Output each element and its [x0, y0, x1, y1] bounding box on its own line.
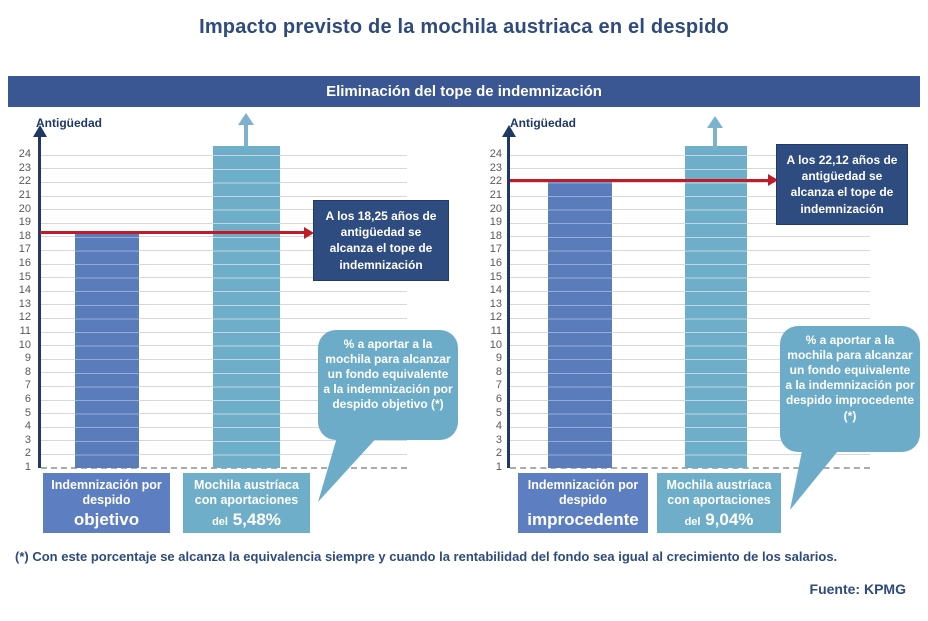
y-tick-label: 20: [18, 202, 31, 215]
y-tick-label: 8: [24, 365, 31, 378]
y-tick-label: 11: [490, 325, 502, 337]
y-tick-label: 6: [24, 393, 31, 405]
y-tick-label: 21: [18, 189, 31, 201]
category-main: Indemnización por despido: [527, 478, 639, 508]
threshold-arrow: [40, 231, 304, 234]
offscale-up-arrow-icon: [234, 113, 258, 147]
y-tick-label: 2: [24, 447, 31, 460]
y-tick-label: 18: [489, 229, 502, 242]
bubble-tail-icon: [778, 446, 858, 512]
y-tick-label: 23: [18, 161, 31, 174]
y-tick-label: 6: [495, 393, 502, 405]
y-tick-label: 8: [495, 365, 502, 378]
y-tick-label: 16: [18, 257, 31, 269]
y-tick-label: 5: [495, 406, 502, 419]
y-tick-label: 16: [489, 257, 502, 269]
category-label-mochila: [657, 473, 781, 533]
category-main: Indemnización por despido: [51, 478, 162, 508]
y-tick-label: 20: [489, 202, 502, 215]
y-tick-label: 4: [495, 420, 502, 433]
y-tick-label: 10: [489, 338, 502, 351]
y-tick-label: 13: [489, 297, 502, 310]
category-emphasis: objetivo: [73, 509, 140, 529]
chart-improcedente: [470, 110, 928, 570]
source-credit: Fuente: KPMG: [809, 581, 906, 597]
category-label-mochila: [183, 473, 310, 533]
offscale-up-arrow-icon: [703, 116, 727, 150]
y-tick-label: 7: [24, 379, 31, 392]
contribution-bubble: % a aportar a la mochila para alcanzar un fondo equivalente a la indemnización por despido objetivo (*): [318, 330, 458, 440]
y-axis-line: [38, 136, 41, 468]
y-tick-label: 22: [489, 175, 502, 188]
bubble-tail-icon: [310, 434, 390, 504]
y-tick-label: 9: [495, 352, 502, 365]
y-tick-label: 23: [489, 161, 502, 174]
bar-light: [685, 146, 747, 468]
y-axis-line: [507, 136, 510, 468]
y-tick-label: 15: [18, 270, 31, 283]
y-tick-label: 22: [18, 175, 31, 188]
bar-light: [213, 146, 280, 468]
y-tick-label: 13: [18, 297, 31, 310]
y-tick-label: 10: [18, 338, 31, 351]
y-tick-label: 3: [495, 433, 502, 446]
y-tick-label: 19: [18, 216, 31, 229]
y-axis-label: Antigüedad: [510, 116, 576, 130]
y-tick-label: 24: [489, 148, 502, 161]
contribution-bubble: % a aportar a la mochila para alcanzar un fondo equivalente a la indemnización por despido improcedente (*): [780, 326, 920, 452]
y-tick-label: 12: [18, 311, 31, 324]
y-tick-label: 24: [18, 148, 31, 161]
y-tick-label: 19: [489, 216, 502, 229]
threshold-callout: A los 22,12 años de antigüedad se alcanza el tope de indemnización: [776, 144, 908, 225]
page-title: Impacto previsto de la mochila austriaca en el despido: [199, 16, 729, 38]
category-main: Mochila austríaca con aportaciones: [666, 478, 772, 508]
y-tick-label: 14: [18, 284, 31, 297]
y-tick-label: 4: [24, 420, 31, 433]
y-tick-label: 12: [489, 311, 502, 324]
bar-dark: [75, 233, 139, 468]
y-tick-label: 11: [19, 325, 31, 337]
y-tick-label: 2: [495, 447, 502, 460]
threshold-arrow: [510, 179, 768, 182]
y-tick-label: 1: [24, 461, 31, 473]
threshold-callout: A los 18,25 años de antigüedad se alcanza el tope de indemnización: [313, 200, 449, 281]
y-tick-label: 9: [24, 352, 31, 365]
panel-header: Eliminación del tope de indemnización: [8, 76, 920, 107]
category-main: Mochila austríaca con aportaciones: [194, 478, 299, 508]
category-emphasis: improcedente: [527, 509, 639, 529]
y-tick-label: 5: [24, 406, 31, 419]
y-tick-label: 21: [489, 189, 502, 201]
bar-dark: [548, 181, 612, 468]
category-emphasis: del 5,48%: [212, 509, 281, 529]
chart-objetivo: [0, 110, 470, 570]
y-tick-label: 1: [495, 461, 502, 473]
y-tick-label: 14: [489, 284, 502, 297]
y-axis-label: Antigüedad: [36, 116, 102, 130]
category-label-indemnizacion: [43, 473, 170, 533]
category-emphasis: del 9,04%: [684, 509, 754, 529]
y-tick-label: 3: [24, 433, 31, 446]
y-tick-label: 7: [495, 379, 502, 392]
y-tick-label: 18: [18, 229, 31, 242]
y-tick-label: 17: [489, 243, 502, 256]
footnote: (*) Con este porcentaje se alcanza la equivalencia siempre y cuando la rentabilidad del fondo sea igual al crecimiento de los salarios.: [15, 549, 838, 564]
y-tick-label: 15: [489, 270, 502, 283]
category-label-indemnizacion: [518, 473, 648, 533]
y-tick-label: 17: [18, 243, 31, 256]
